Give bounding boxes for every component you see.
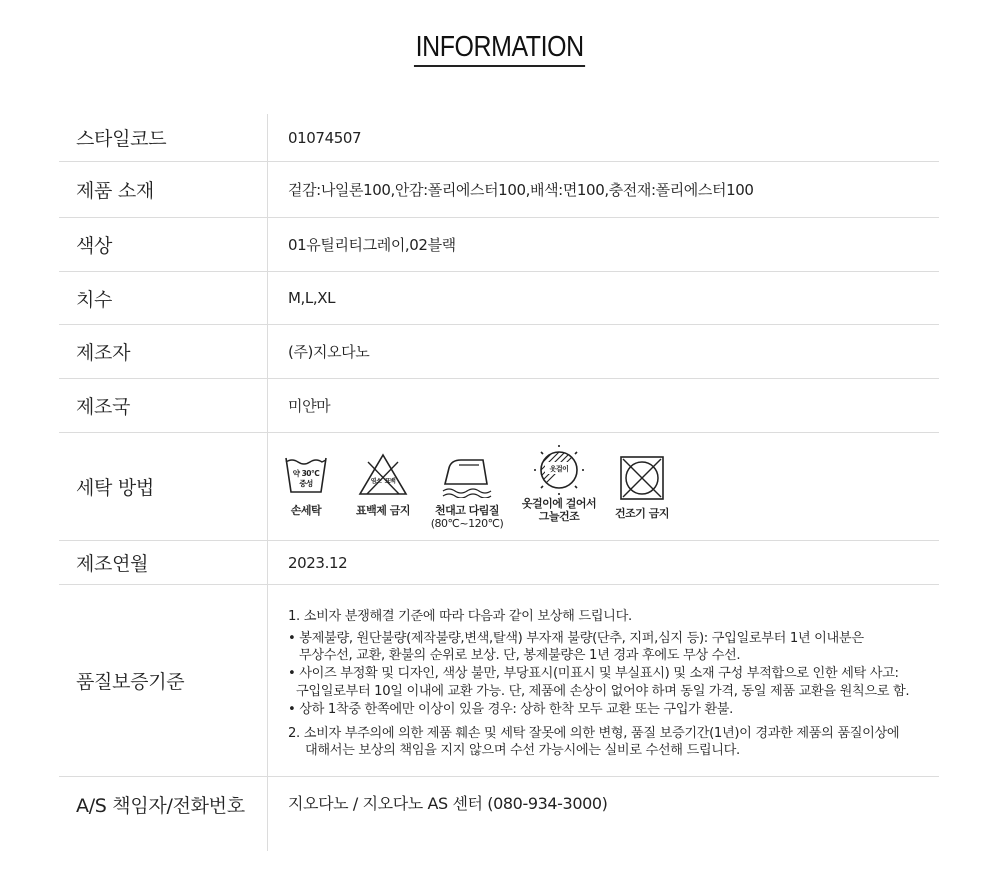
row-material (59, 162, 939, 218)
info-table (59, 114, 939, 851)
row-label: 제조국 (76, 396, 131, 418)
column-divider (267, 541, 268, 584)
row-value: (주)지오다노 (288, 343, 370, 361)
row-label: 제품 소재 (76, 180, 154, 202)
hand-wash-temp: 약 30°C (292, 469, 320, 478)
row-washing (59, 433, 939, 541)
care-label: 건조기 금지 (615, 507, 669, 520)
warranty-line: 1. 소비자 분쟁해결 기준에 따라 다음과 같이 보상해 드립니다. (288, 609, 632, 624)
column-divider (267, 379, 268, 432)
row-country (59, 379, 939, 433)
care-hang-dry (514, 444, 604, 523)
row-value: 겉감:나일론100,안감:폴리에스터100,배색:면100,충전재:폴리에스터100 (288, 181, 754, 199)
care-no-tumble-dry (609, 455, 675, 520)
row-label: A/S 책임자/전화번호 (76, 795, 245, 817)
warranty-line: 무상수선, 교환, 환불의 순위로 보상. 단, 봉제불량은 1년 경과 후에도 무상 수선. (299, 648, 741, 663)
row-value: 지오다노 / 지오다노 AS 센터 (080-934-3000) (288, 794, 608, 813)
warranty-line: • 사이즈 부정확 및 디자인, 색상 불만, 부당표시(미표시 및 부실표시) 및 소재 구성 부적합으로 인한 세탁 사고: (288, 666, 899, 681)
row-style-code (59, 114, 939, 162)
care-label: 표백제 금지 (356, 504, 410, 517)
care-iron (427, 454, 507, 530)
column-divider (267, 777, 268, 851)
page-title-text: INFORMATION (414, 30, 585, 67)
hanger-text: 옷걸이 (549, 465, 569, 473)
row-value: M,L,XL (288, 289, 336, 307)
warranty-line: • 상하 1착중 한쪽에만 이상이 있을 경우: 상하 한착 모두 교환 또는 구입가 환불. (288, 702, 734, 717)
hang-dry-shade-icon (531, 444, 587, 496)
care-label-sub: 그늘건조 (538, 510, 580, 523)
hand-wash-icon (283, 454, 329, 498)
column-divider (267, 114, 268, 161)
row-manufacturer (59, 325, 939, 379)
column-divider (267, 585, 268, 776)
row-color (59, 218, 939, 272)
row-as (59, 777, 939, 851)
row-label: 치수 (76, 288, 113, 311)
row-value: 01074507 (288, 128, 362, 147)
bleach-text-2: 표백 (384, 478, 396, 485)
row-label: 제조연월 (76, 553, 149, 575)
warranty-line: • 봉제불량, 원단불량(제작불량,변색,탈색) 부자재 불량(단추, 지퍼,심지 등): 구입일로부터 1년 이내분은 (288, 631, 864, 646)
care-label: 옷걸이에 걸어서 (521, 497, 597, 510)
row-label: 제조자 (76, 342, 131, 364)
column-divider (267, 433, 268, 540)
row-value: 01유틸리티그레이,02블랙 (288, 236, 456, 254)
row-label: 스타일코드 (76, 128, 167, 150)
care-hand-wash (278, 454, 334, 517)
row-value: 2023.12 (288, 553, 348, 572)
column-divider (267, 162, 268, 217)
column-divider (267, 325, 268, 378)
care-label: 손세탁 (290, 504, 322, 517)
warranty-line: 2. 소비자 부주의에 의한 제품 훼손 및 세탁 잘못에 의한 변형, 품질 보증기간(1년)이 경과한 제품의 품질이상에 (288, 726, 900, 741)
care-label: 천대고 다림질 (434, 504, 500, 517)
row-warranty (59, 585, 939, 777)
row-label: 세탁 방법 (76, 477, 154, 499)
iron-cloth-icon (439, 454, 495, 498)
hand-wash-detergent: 중성 (299, 479, 313, 488)
row-date (59, 541, 939, 585)
column-divider (267, 218, 268, 271)
care-label-sub: (80℃~120℃) (430, 517, 504, 530)
warranty-line: 구입일로부터 10일 이내에 교환 가능. 단, 제품에 손상이 없어야 하며 동일 가격, 동일 제품 교환을 원칙으로 함. (296, 684, 910, 699)
care-no-bleach (352, 452, 414, 517)
warranty-line: 대해서는 보상의 책임을 지지 않으며 수선 가능시에는 실비로 수선해 드립니다. (305, 743, 740, 758)
column-divider (267, 272, 268, 324)
row-label: 품질보증기준 (76, 671, 185, 693)
no-tumble-dry-icon (619, 455, 665, 501)
bleach-text-1: 염소 (370, 478, 382, 485)
row-size (59, 272, 939, 325)
row-label: 색상 (76, 235, 113, 257)
page-title (0, 30, 1000, 67)
no-bleach-icon (357, 452, 409, 498)
row-value: 미얀마 (288, 397, 331, 415)
